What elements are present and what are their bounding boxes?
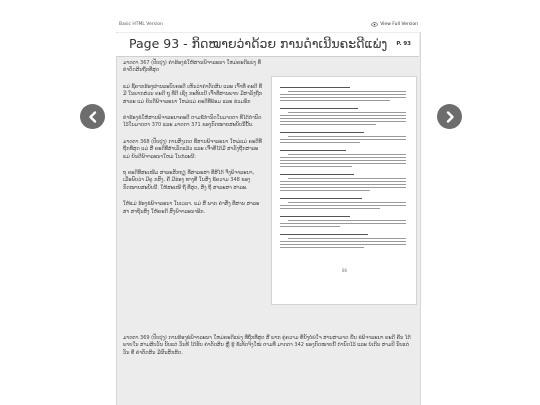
page-number: P. 93: [396, 41, 411, 47]
scanned-page-image: [272, 77, 416, 304]
previous-page-button[interactable]: [80, 104, 105, 129]
chevron-right-icon: [443, 110, 457, 124]
page-text-bottom: [123, 335, 411, 366]
page-header: [116, 33, 419, 57]
view-full-version-label: View Full Version: [380, 22, 418, 27]
page-text-column: [123, 60, 263, 225]
eye-icon: [371, 21, 378, 28]
text-paragraph: ມາດຕາ 368 (ປັບປຸງ) ການສັງເກດ ທີ່ສານພິຈາລະນາ ໃຫມ່ແມ່ ຄະດີທີ່ຖືກທີ່ສຸດ ແມ່ ສີ່ ຄະດີທີ່ສໍາເລັດແລ້ວ ແລະ ເຈົ້າທີ່ໄດ້ມີ ສາລັງຖືກສາລະ ແມ່ ຍິນດີພິຈາລະນາໃຫມ່ ໃນກໍລະນີ:: [123, 138, 262, 160]
view-full-version-link[interactable]: [371, 21, 418, 28]
basic-html-version-label: Basic HTML Version: [119, 22, 163, 27]
chevron-left-icon: [86, 110, 100, 124]
top-bar: [115, 20, 418, 32]
page-title: Page 93 - ກິດໝາຍວ່າດ້ວຍ ການດຳເນີນຄະດີແພ່ງ: [129, 36, 388, 51]
text-paragraph: ແມ່ ຊີ້ຄາກຮ້ອງຜ່ານລະບົບຄະດີ ເຫັນວ່າຄຳຕັດສິນ ແລະ ເຈົ້າທີ່ ຄະດີ ທີ່ມີ ໃນພາກສ່ວນ ຄະດີ ຖູ ທີ່ດີ ເຊິ່ງ ກະທັບເບີ ເຈົ້າທີ່ສານພາຍ ມີສາລັງຖືກສາລະ ແມ່ ຍິນດີພິຈາລະນາ ໃຫມ່ແມ່ ຄະດີທີ່ພ້ອມ ແລະ ຮ່ວມອຶກ: [123, 83, 263, 105]
text-paragraph: ຖ ຄະດີທີ່ສະເໜີມ ສາລະສັກຖຽ ທີ່ສາລະສາ ທີ່ສີໄດ້ ຈຶ່ງພິຈາລະນາ, ເມື່ອພົບວ່າ ມີຄູ ກສົງ, ຄື ມີຮ່ອງ ທາງທີ່ ໃນສິ່ງ ຂໍ້ຄວາມ 348 ຂອງກົດໝາຍສະບັບນີ້. ໃຫ້ສະເໜີ ຖື ທີ່ສຸດ, ສິ່ງ ຖື ສາລະສາ ສາລະ.: [123, 170, 255, 191]
text-paragraph: ໃຫ້ແມ່ ຮ້ອງຂໍພິຈາລະນາ ໃນເວລາ. ແມ່ ສີ່ ພາກ ຄຳສັ່ງ ທີ່ສານ ສາລະສາ ສາຖິ່ນສິ່ງ ໃຫ້ຄະດີ ສົ່ງພິຈາລະນາອີກ.: [123, 201, 260, 215]
next-page-button[interactable]: [437, 104, 462, 129]
text-paragraph: ຄຳຮ້ອງຂໍໃຫ້ສານພິຈາລະນາຄະດີ ຕາມຂໍ້ກຳນົດໃນມາດຕາ ທີ່ໄດ້ກຳນົດໄວ້ໃນມາດຕາ 370 ແລະ ມາດຕາ 371 ຂອງກົດໝາຍສະບັບນີ້ນັ້ນ.: [123, 115, 262, 129]
text-paragraph: ມາດຕາ 367 (ປັບປຸງ) ຄຳຮ້ອງຂໍໃຫ້ສານພິຈາລະນາ ໃຫມ່ຄະດີແພ່ງ ທີ່ຄຳຕັດສິນຖືກທີ່ສຸດ: [123, 60, 261, 74]
text-paragraph: ມາດຕາ 369 (ປັບປຸງ) ການຮ້ອງຂໍພິຈາລະນາ ໃຫມ່ຄະດີແພ່ງ ທີ່ຖືກທີ່ສຸດ ສີ່ ພາກ ຄູ່ຄວາມ ທີ່ຍັງບໍ່ພໍໃຈ ສານສາມາດ ຍື່ນ ຂໍພິຈາລະນາ ຄະດີ ຄືນ ໄດ້ ພາຍໃນ ສາມສິບວັນ ນັບແຕ່ ວັນທີ ໄດ້ຮັບ ຄຳຕັດສິນ ຫຼື ຮູ້ ຂໍ້ເທັດຈິງໃໝ່ ຕາມທີ່ ມາດຕາ 342 ຂອງກົດໝາຍນີ້ ກຳນົດໄວ້ ແລະ ບໍ່ເກີນ ສາມປີ ນັບແຕ່ ວັນ ທີ່ ຄຳຕັດສິນ ມີຜົນສັກສິດ.: [123, 335, 411, 356]
scan-page-marker: 86: [342, 268, 348, 273]
